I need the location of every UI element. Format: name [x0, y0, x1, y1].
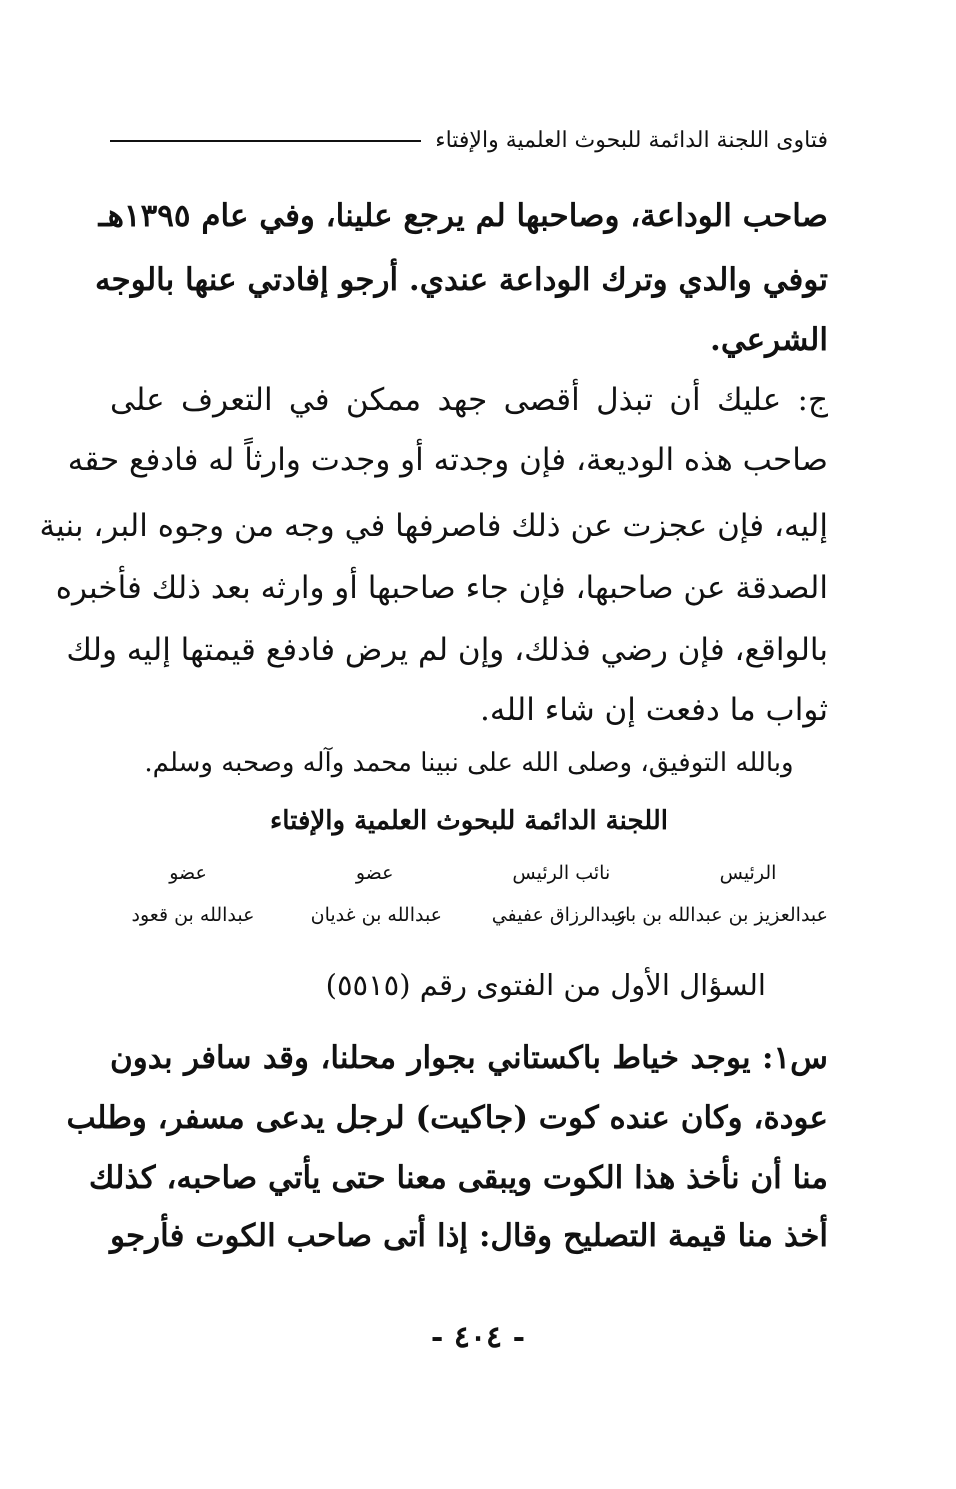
signatory-name: عبدالرزاق عفيفي [491, 904, 628, 926]
question-tail-line-3: الشرعي. [710, 322, 828, 358]
next-question-line-2: عودة، وكان عنده كوت (جاكيت) لرجل يدعى مسفر، وطلب [66, 1100, 828, 1136]
next-question-title: السؤال الأول من الفتوى رقم (٥٥١٥) [325, 968, 766, 1002]
signatory-role: عضو [169, 862, 207, 884]
answer-line-6: ثواب ما دفعت إن شاء الله. [480, 692, 828, 728]
closing-prayer: وبالله التوفيق، وصلى الله على نبينا محمد وآله وصحبه وسلم. [144, 748, 794, 778]
next-question-line-1: س١: يوجد خياط باكستاني بجوار محلنا، وقد سافر بدون [110, 1040, 828, 1076]
signatory-name: عبدالله بن قعود [131, 904, 255, 926]
answer-line-2: صاحب هذه الوديعة، فإن وجدته أو وجدت وارثاً له فادفع حقه [67, 442, 828, 478]
answer-line-3: إليه، فإن عجزت عن ذلك فاصرفها في وجه من وجوه البر، بنية [39, 508, 828, 544]
signatory-role: نائب الرئيس [512, 862, 611, 884]
question-tail-line-2: توفي والدي وترك الوداعة عندي. أرجو إفادتي عنها بالوجه [94, 262, 828, 298]
page-number: - ٤٠٤ - [430, 1320, 526, 1355]
signatory-role: الرئيس [719, 862, 777, 884]
question-tail-line-1: صاحب الوداعة، وصاحبها لم يرجع علينا، وفي عام ١٣٩٥هـ [98, 198, 828, 234]
signatory-name: عبدالله بن غديان [310, 904, 443, 926]
header-rule [110, 140, 421, 142]
answer-line-4: الصدقة عن صاحبها، فإن جاء صاحبها أو وارثه بعد ذلك فأخبره [55, 570, 828, 606]
next-question-line-3: منا أن نأخذ هذا الكوت ويبقى معنا حتى يأتي صاحبه، كذلك [88, 1160, 828, 1196]
answer-line-5: بالواقع، فإن رضي فذلك، وإن لم يرض فادفع قيمتها إليه ولك [66, 632, 828, 668]
committee-name: اللجنة الدائمة للبحوث العلمية والإفتاء [270, 806, 668, 836]
running-header [110, 128, 828, 153]
header-title: فتاوى اللجنة الدائمة للبحوث العلمية والإفتاء [435, 128, 828, 153]
signatory-role: عضو [355, 862, 394, 884]
signatory-names [108, 904, 828, 926]
next-question-line-4: أخذ منا قيمة التصليح وقال: إذا أتى صاحب الكوت فأرجو [110, 1218, 828, 1254]
signatory-name: عبدالعزيز بن عبدالله بن باز [615, 904, 828, 926]
answer-line-1: ج: عليك أن تبذل أقصى جهد ممكن في التعرف على [110, 382, 828, 418]
signatory-roles [108, 862, 828, 884]
